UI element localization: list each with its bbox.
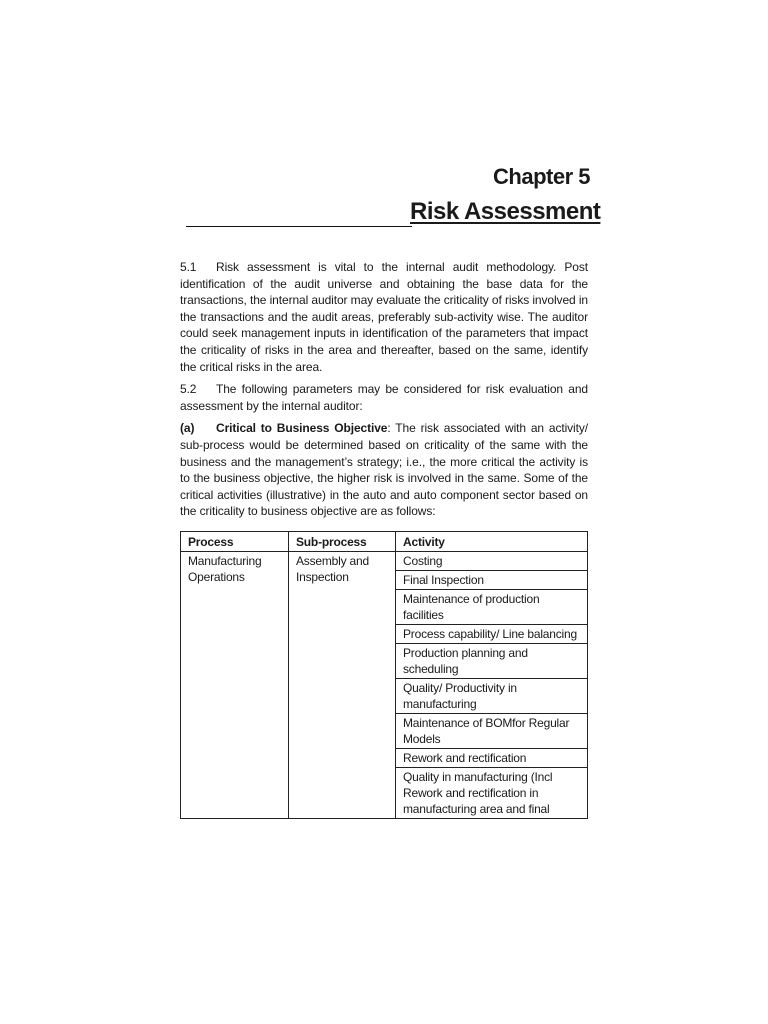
paragraph-number: 5.1: [180, 260, 197, 274]
table-header-row: [181, 532, 588, 552]
chapter-label: Chapter 5: [493, 164, 590, 189]
activity-cell: Quality/ Productivity in manufacturing: [396, 679, 588, 714]
activity-cell: Process capability/ Line balancing: [396, 625, 588, 644]
paragraph-a: [180, 420, 588, 520]
activity-cell: Quality in manufacturing (Incl Rework and rectification in manufacturing area and final: [396, 768, 588, 819]
table-row: [181, 552, 588, 571]
activity-cell: Rework and rectification: [396, 749, 588, 768]
paragraph-text: The following parameters may be considered for risk evaluation and assessment by the internal auditor:: [180, 382, 588, 413]
column-header-process: Process: [181, 532, 289, 552]
title-rule: [186, 226, 412, 227]
sub-process-cell: Assembly and Inspection: [289, 552, 396, 819]
document-body: [180, 259, 588, 526]
column-header-sub-process: Sub-process: [289, 532, 396, 552]
activity-cell: Production planning and scheduling: [396, 644, 588, 679]
page-title: Risk Assessment: [410, 198, 601, 225]
paragraph-heading: Critical to Business Objective: [216, 421, 388, 436]
activity-cell: Maintenance of production facilities: [396, 590, 588, 625]
activity-cell: Final Inspection: [396, 571, 588, 590]
activity-cell: Costing: [396, 552, 588, 571]
paragraph-number: (a): [180, 421, 195, 436]
column-header-activity: Activity: [396, 532, 588, 552]
paragraph-text: Risk assessment is vital to the internal audit methodology. Post identification of the audit universe and obtaining the base data for the transactions, the internal auditor may evaluate the criticality of risks involved in the transactions and the audit areas, preferably sub-activity wise. The auditor could seek management inputs in identification of the parameters that impact the criticality of risks in the area and thereafter, based on the same, identify the critical risks in the area.: [180, 260, 588, 374]
activity-cell: Maintenance of BOMfor Regular Models: [396, 714, 588, 749]
paragraph-5-2: [180, 381, 588, 414]
risk-table: [180, 531, 588, 819]
paragraph-5-1: [180, 259, 588, 375]
process-cell: Manufacturing Operations: [181, 552, 289, 819]
paragraph-number: 5.2: [180, 382, 197, 397]
paragraph-text: : The risk associated with an activity/ sub-process would be determined based on criticality of the same with the business and the management’s strategy; i.e., the more critical the activity is to the business objective, the higher risk is involved in the same. Some of the critical activities (illustrative) in the auto and auto component sector based on the criticality to business objective are as follows:: [180, 421, 588, 519]
